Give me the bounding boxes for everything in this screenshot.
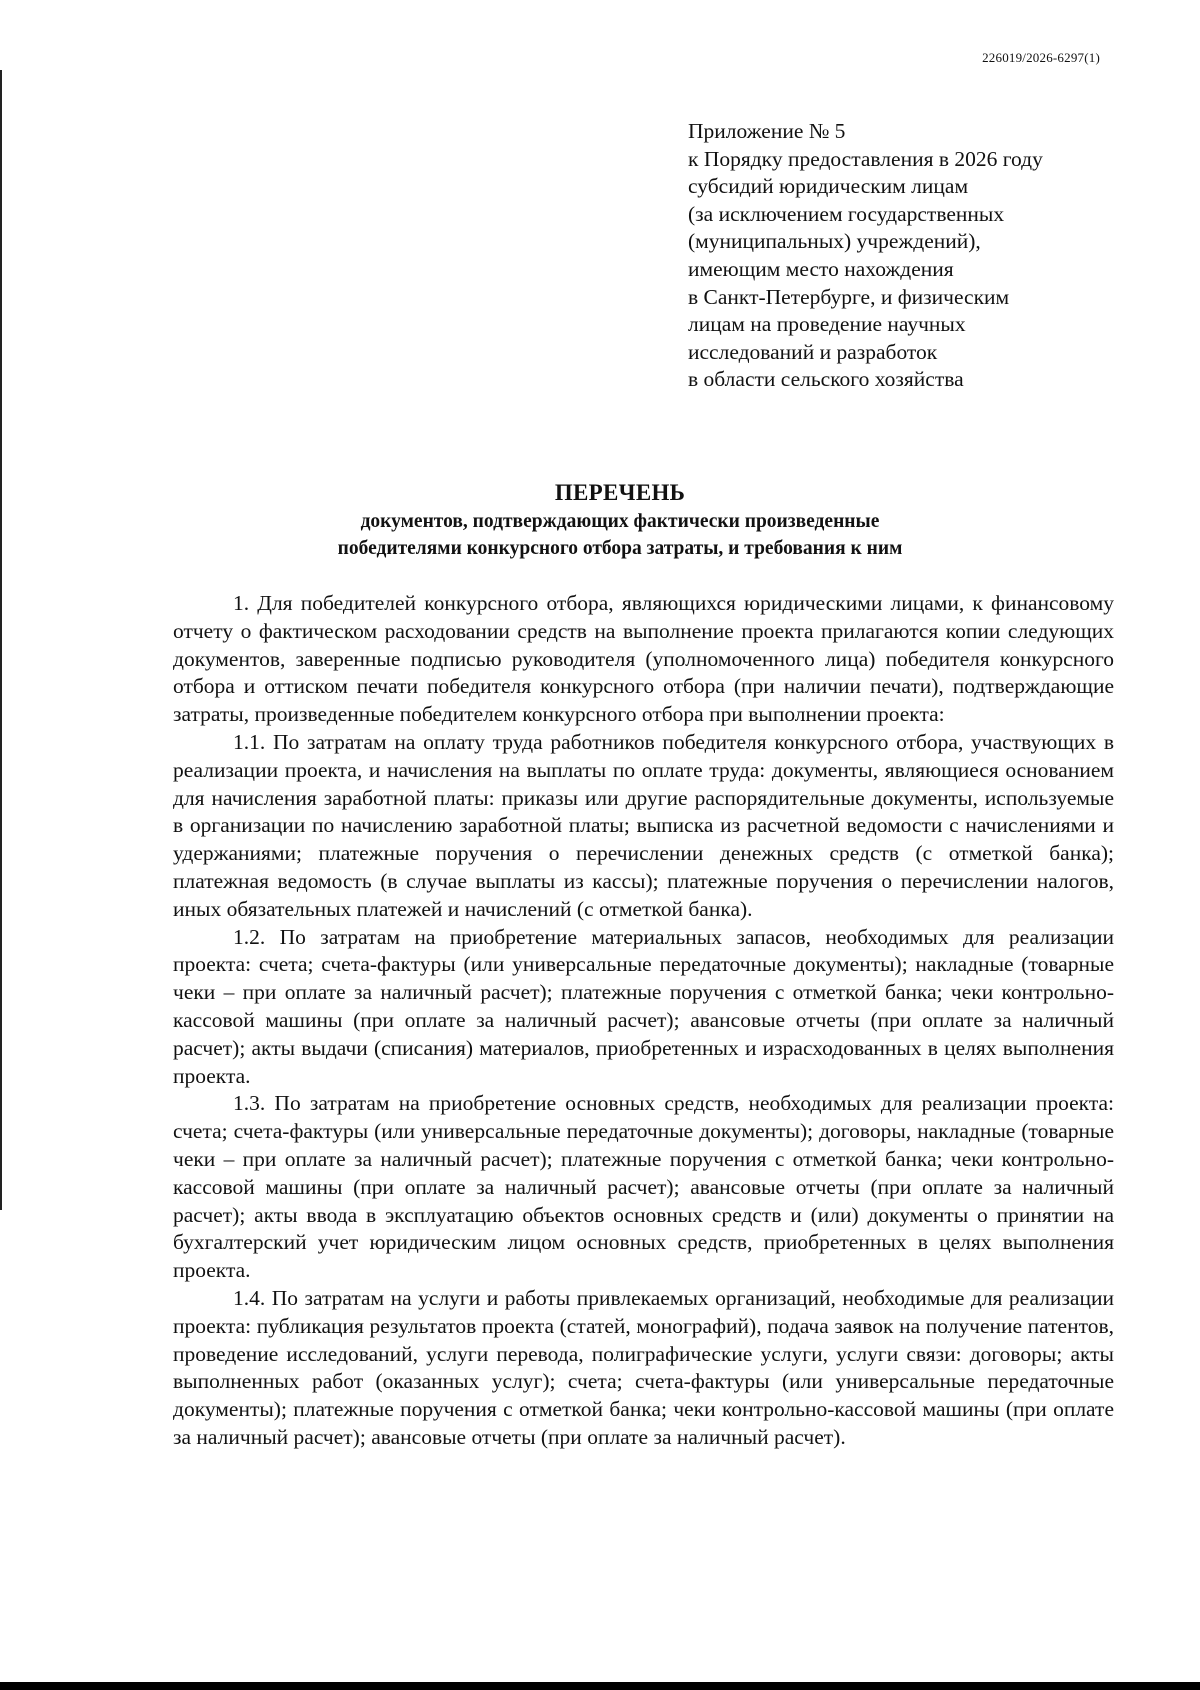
- appendix-line: лицам на проведение научных: [688, 312, 966, 337]
- appendix-block: [688, 118, 1128, 394]
- appendix-line: в области сельского хозяйства: [688, 367, 964, 392]
- document-title-block: [120, 478, 1120, 562]
- document-subtitle-line-2: победителями конкурсного отбора затраты, и требования к ним: [337, 538, 903, 559]
- scan-bottom-edge: [0, 1682, 1200, 1690]
- appendix-line: Приложение № 5: [688, 119, 846, 143]
- paragraph-1-4: 1.4. По затратам на услуги и работы привлекаемых организаций, необходимые для реализации проекта: публикация результатов проекта (статей, монографий), подача заявок на получение патентов, проведение исследований, услуги перевода, полиграфические услуги, услуги связи: договоры; акты выполненных работ (оказанных услуг); счета; счета-фактуры (или универсальные передаточные документы); платежные поручения с отметкой банка; чеки контрольно-кассовой машины (при оплате за наличный расчет); авансовые отчеты (при оплате за наличный расчет).: [173, 1285, 1114, 1449]
- appendix-line: (за исключением государственных: [688, 201, 1005, 226]
- appendix-line: к Порядку предоставления в 2026 году: [688, 146, 1043, 171]
- scan-left-edge: [0, 70, 2, 1210]
- document-subtitle-line-1: документов, подтверждающих фактически произведенные: [360, 511, 880, 532]
- paragraph-1: 1. Для победителей конкурсного отбора, являющихся юридическими лицами, к финансовому отчету о фактическом расходовании средств на выполнение проекта прилагаются копии следующих документов, заверенные подписью руководителя (уполномоченного лица) победителя конкурсного отбора и оттиском печати победителя конкурсного отбора (при наличии печати), подтверждающие затраты, произведенные победителем конкурсного отбора при выполнении проекта:: [173, 591, 1114, 727]
- paragraph-1-2: 1.2. По затратам на приобретение материальных запасов, необходимых для реализации проекта: счета; счета-фактуры (или универсальные передаточные документы); накладные (товарные чеки – при оплате за наличный расчет); платежные поручения с отметкой банка; чеки контрольно-кассовой машины (при оплате за наличный расчет); авансовые отчеты (при оплате за наличный расчет); акты выдачи (списания) материалов, приобретенных и израсходованных в целях выполнения проекта.: [173, 924, 1114, 1088]
- appendix-line: субсидий юридическим лицам: [688, 174, 969, 199]
- document-number: 226019/2026-6297(1): [982, 50, 1100, 65]
- paragraph-1-1: 1.1. По затратам на оплату труда работников победителя конкурсного отбора, участвующих в реализации проекта, и начисления на выплаты по оплате труда: документы, являющиеся основанием для начисления заработной платы: приказы или другие распорядительные документы, используемые в организации по начислению заработной платы; выписка из расчетной ведомости с начислениями и удержаниями; платежные поручения о перечислении денежных средств (с отметкой банка); платежная ведомость (в случае выплаты из кассы); платежные поручения о перечислении налогов, иных обязательных платежей и начислений (с отметкой банка).: [173, 729, 1114, 921]
- appendix-line: в Санкт-Петербурге, и физическим: [688, 284, 1010, 309]
- paragraph-1-3: 1.3. По затратам на приобретение основных средств, необходимых для реализации проекта: счета; счета-фактуры (или универсальные передаточные документы); договоры, накладные (товарные чеки – при оплате за наличный расчет); платежные поручения с отметкой банка; чеки контрольно-кассовой машины (при оплате за наличный расчет); авансовые отчеты (при оплате за наличный расчет); акты ввода в эксплуатацию объектов основных средств и (или) документы о принятии на бухгалтерский учет юридическим лицом основных средств, приобретенных в целях выполнения проекта.: [173, 1091, 1114, 1283]
- appendix-line: (муниципальных) учреждений),: [688, 229, 981, 254]
- appendix-line: исследований и разработок: [688, 339, 938, 364]
- document-body: [173, 590, 1114, 1452]
- appendix-line: имеющим место нахождения: [688, 256, 954, 281]
- document-title: ПЕРЕЧЕНЬ: [554, 480, 686, 505]
